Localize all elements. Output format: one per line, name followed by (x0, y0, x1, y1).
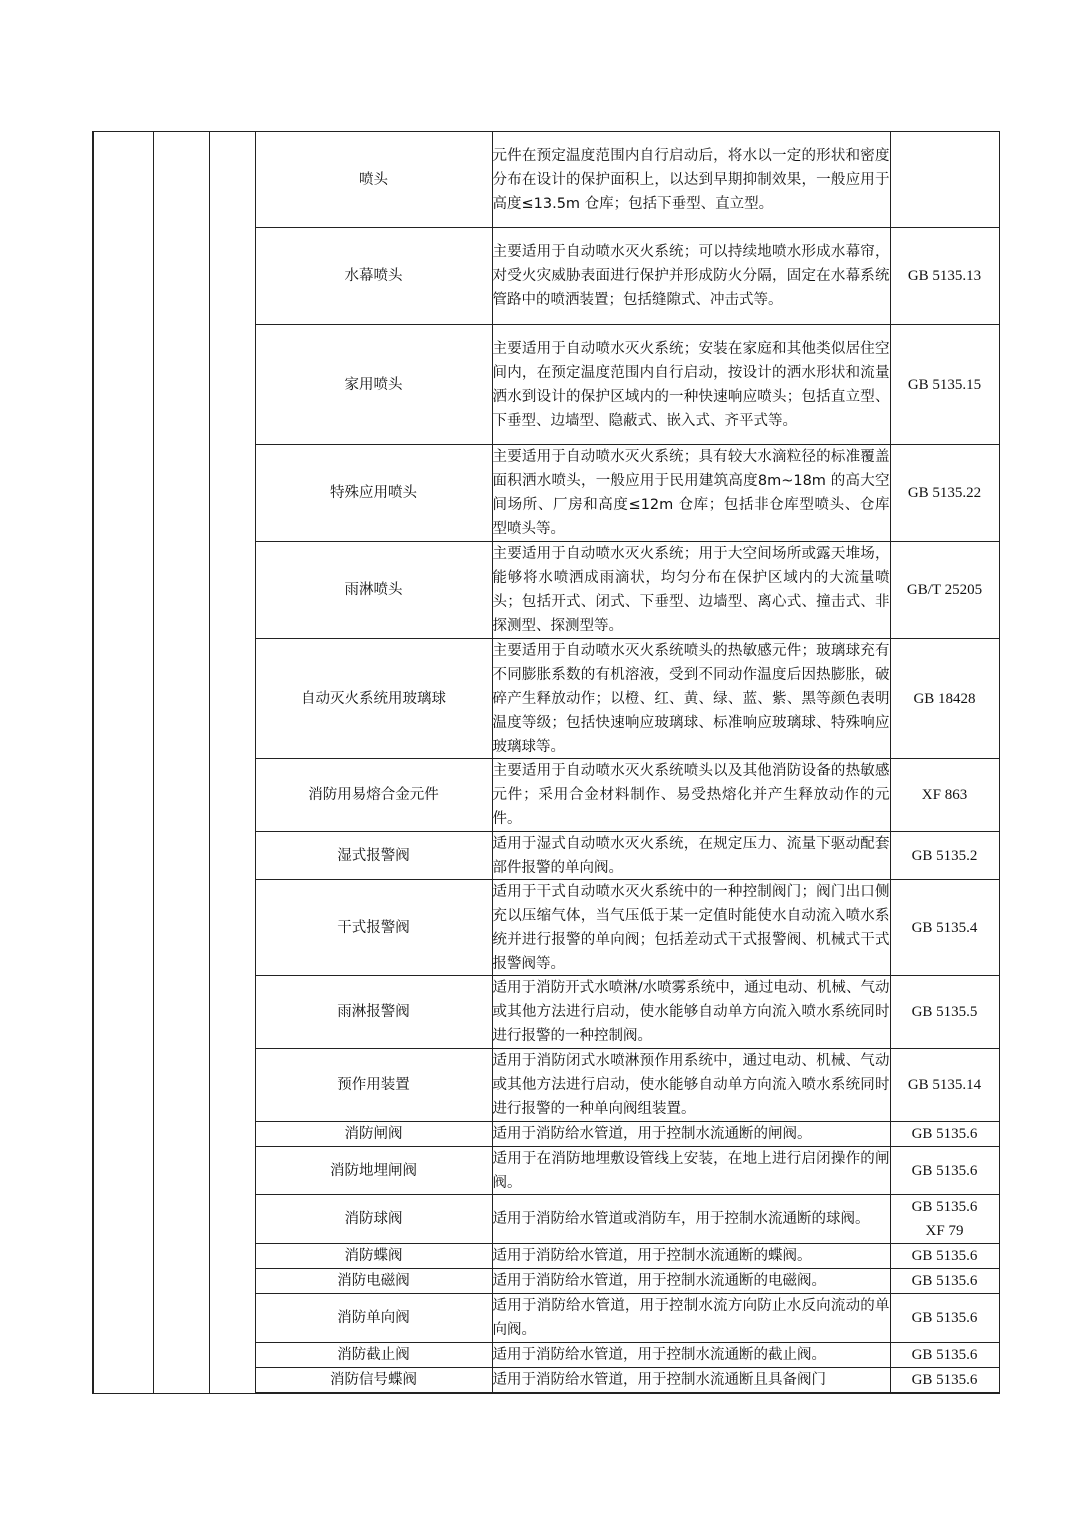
product-description-cell (492, 445, 890, 542)
product-description-cell (492, 976, 890, 1049)
product-name-cell (255, 1147, 492, 1195)
product-description: 适用于消防给水管道或消防车，用于控制水流通断的球阀。 (492, 1211, 870, 1227)
standard-code: GB 18428 (913, 690, 976, 707)
product-name-cell (255, 132, 492, 228)
product-description-cell (492, 1368, 890, 1394)
product-description: 主要适用于自动喷水灭火系统喷头的热敏感元件；玻璃球充有不同膨胀系数的有机溶液，受到不同动作温度后因热膨胀，破碎产生释放动作；以橙、红、黄、绿、蓝、紫、黑等颜色表明温度等级；包括快速响应玻璃球、标准响应玻璃球、特殊响应玻璃球等。 (492, 643, 890, 755)
standard-code: GB 5135.4 (911, 919, 978, 936)
standard-code-cell (890, 1368, 999, 1394)
standard-code: GB 5135.6 (911, 1372, 978, 1388)
standard-code-cell (890, 228, 999, 325)
product-name-cell (255, 1049, 492, 1122)
standard-code: GB 5135.5 (911, 1004, 978, 1020)
product-name: 消防信号蝶阀 (330, 1372, 417, 1388)
product-description: 适用于消防给水管道，用于控制水流通断的蝶阀。 (492, 1248, 812, 1264)
product-name: 家用喷头 (344, 376, 403, 393)
product-name-cell (255, 1368, 492, 1394)
product-name: 特殊应用喷头 (330, 485, 417, 501)
product-description: 主要适用于自动喷水灭火系统；可以持续地喷水形成水幕帘，对受火灾威胁表面进行保护并形成防火分隔，固定在水幕系统管路中的喷洒装置；包括缝隙式、冲击式等。 (492, 244, 890, 308)
product-description: 适用于消防给水管道，用于控制水流通断且具备阀门 (492, 1372, 826, 1388)
product-description: 主要适用于自动喷水灭火系统喷头以及其他消防设备的热敏感元件；采用合金材料制作、易受热熔化并产生释放动作的元件。 (492, 763, 890, 827)
product-description-cell (492, 542, 890, 639)
empty-category-cell (153, 132, 209, 1394)
product-description-cell (492, 325, 890, 445)
standard-code: GB 5135.22 (907, 485, 982, 501)
standard-code-cell (890, 542, 999, 639)
product-description-cell (492, 1269, 890, 1294)
standard-code-cell (890, 1244, 999, 1269)
product-name-cell (255, 1269, 492, 1294)
product-description: 主要适用于自动喷水灭火系统；具有较大水滴粒径的标准覆盖面积洒水喷头，一般应用于民用建筑高度8m~18m 的高大空间场所、厂房和高度≤12m 仓库；包括非仓库型喷头、仓库型喷头等。 (492, 449, 890, 537)
standard-code: GB 5135.15 (907, 376, 982, 393)
product-description-cell (492, 1147, 890, 1195)
empty-category-cell (209, 132, 255, 1394)
product-name-cell (255, 1195, 492, 1244)
product-description-cell (492, 1195, 890, 1244)
product-description-cell (492, 132, 890, 228)
standard-code: GB/T 25205 (906, 582, 983, 598)
product-description: 适用于消防给水管道，用于控制水流通断的截止阀。 (492, 1347, 826, 1363)
product-name-cell (255, 445, 492, 542)
product-name: 预作用装置 (337, 1077, 410, 1093)
standard-code-secondary: XF 79 (925, 1223, 964, 1239)
product-name-cell (255, 1244, 492, 1269)
product-name: 雨淋报警阀 (337, 1004, 410, 1020)
standard-code: GB 5135.13 (907, 268, 982, 284)
standard-code-cell (890, 1269, 999, 1294)
product-name-cell (255, 542, 492, 639)
product-description: 适用于在消防地埋敷设管线上安装，在地上进行启闭操作的闸阀。 (492, 1151, 890, 1191)
product-name-cell (255, 880, 492, 976)
product-description-cell (492, 832, 890, 880)
standard-code-cell (890, 759, 999, 832)
product-name-cell (255, 759, 492, 832)
standard-code-cell (890, 325, 999, 445)
standard-code: GB 5135.6 (911, 1248, 978, 1264)
product-name: 消防用易熔合金元件 (308, 787, 439, 803)
standard-code-cell (890, 1343, 999, 1368)
product-name: 自动灭火系统用玻璃球 (301, 690, 446, 707)
standard-code: XF 863 (921, 787, 968, 803)
product-description: 主要适用于自动喷水灭火系统；用于大空间场所或露天堆场，能够将水喷洒成雨滴状，均匀分布在保护区域内的大流量喷头；包括开式、闭式、下垂型、边墙型、离心式、撞击式、非探测型、探测型等。 (492, 546, 890, 634)
product-description: 适用于消防给水管道，用于控制水流通断的电磁阀。 (492, 1273, 826, 1289)
product-description-cell (492, 639, 890, 759)
standard-code-cell (890, 1122, 999, 1147)
standard-code-cell (890, 1294, 999, 1343)
standard-code-cell (890, 880, 999, 976)
standard-code: GB 5135.6 (911, 1310, 978, 1326)
product-name: 湿式报警阀 (337, 847, 410, 864)
product-name-cell (255, 639, 492, 759)
product-description: 适用于干式自动喷水灭火系统中的一种控制阀门；阀门出口侧充以压缩气体，当气压低于某一定值时能使水自动流入喷水系统并进行报警的单向阀；包括差动式干式报警阀、机械式干式报警阀等。 (492, 884, 890, 972)
standard-code-cell (890, 132, 999, 228)
empty-category-cell (93, 132, 153, 1394)
standard-code: GB 5135.6 (911, 1273, 978, 1289)
standard-code: GB 5135.6 (911, 1162, 978, 1179)
product-name-cell (255, 1122, 492, 1147)
product-name: 雨淋喷头 (344, 582, 403, 598)
product-description: 适用于消防给水管道，用于控制水流方向防止水反向流动的单向阀。 (492, 1298, 890, 1338)
product-description-cell (492, 1294, 890, 1343)
product-name: 消防闸阀 (344, 1126, 403, 1142)
product-name: 消防单向阀 (337, 1310, 410, 1326)
product-description-cell (492, 1343, 890, 1368)
product-standards-table (92, 131, 1000, 1394)
standard-code: GB 5135.6 (911, 1199, 978, 1215)
product-name: 干式报警阀 (337, 919, 410, 936)
product-description-cell (492, 1122, 890, 1147)
product-description: 元件在预定温度范围内自行启动后，将水以一定的形状和密度分布在设计的保护面积上，以达到早期抑制效果，一般应用于高度≤13.5m 仓库；包括下垂型、直立型。 (492, 147, 890, 212)
product-name: 水幕喷头 (344, 268, 403, 284)
standard-code-cell (890, 1049, 999, 1122)
product-name: 消防蝶阀 (344, 1248, 403, 1264)
standard-code: GB 5135.2 (911, 847, 978, 864)
product-description-cell (492, 1244, 890, 1269)
standard-code-cell (890, 832, 999, 880)
product-name: 消防球阀 (344, 1211, 403, 1227)
product-description: 适用于消防闭式水喷淋预作用系统中，通过电动、机械、气动或其他方法进行启动，使水能够自动单方向流入喷水系统同时进行报警的一种单向阀组装置。 (492, 1053, 890, 1117)
product-description: 适用于消防开式水喷淋/水喷雾系统中，通过电动、机械、气动或其他方法进行启动，使水能够自动单方向流入喷水系统同时进行报警的一种控制阀。 (492, 980, 890, 1044)
product-name: 消防电磁阀 (337, 1273, 410, 1289)
product-name: 消防截止阀 (337, 1347, 410, 1363)
product-description-cell (492, 1049, 890, 1122)
product-name-cell (255, 228, 492, 325)
standard-code: GB 5135.6 (911, 1126, 978, 1142)
standard-code: GB 5135.6 (911, 1347, 978, 1363)
product-name: 消防地埋闸阀 (330, 1162, 417, 1179)
product-name-cell (255, 1343, 492, 1368)
product-name: 喷头 (359, 171, 388, 188)
product-description: 主要适用于自动喷水灭火系统；安装在家庭和其他类似居住空间内，在预定温度范围内自行启动，按设计的洒水形状和流量洒水到设计的保护区域内的一种快速响应喷头；包括直立型、下垂型、边墙型、隐蔽式、嵌入式、齐平式等。 (492, 340, 890, 429)
product-description: 适用于湿式自动喷水灭火系统，在规定压力、流量下驱动配套部件报警的单向阀。 (492, 836, 890, 876)
product-name-cell (255, 325, 492, 445)
standard-code-cell (890, 445, 999, 542)
product-description: 适用于消防给水管道，用于控制水流通断的闸阀。 (492, 1126, 812, 1142)
standard-code-cell (890, 1195, 999, 1244)
product-description-cell (492, 880, 890, 976)
product-description-cell (492, 759, 890, 832)
standard-code-cell (890, 976, 999, 1049)
product-description-cell (492, 228, 890, 325)
product-name-cell (255, 1294, 492, 1343)
product-name-cell (255, 832, 492, 880)
table-row (93, 132, 999, 228)
standard-code-cell (890, 639, 999, 759)
standard-code: GB 5135.14 (907, 1077, 982, 1093)
product-name-cell (255, 976, 492, 1049)
standard-code-cell (890, 1147, 999, 1195)
